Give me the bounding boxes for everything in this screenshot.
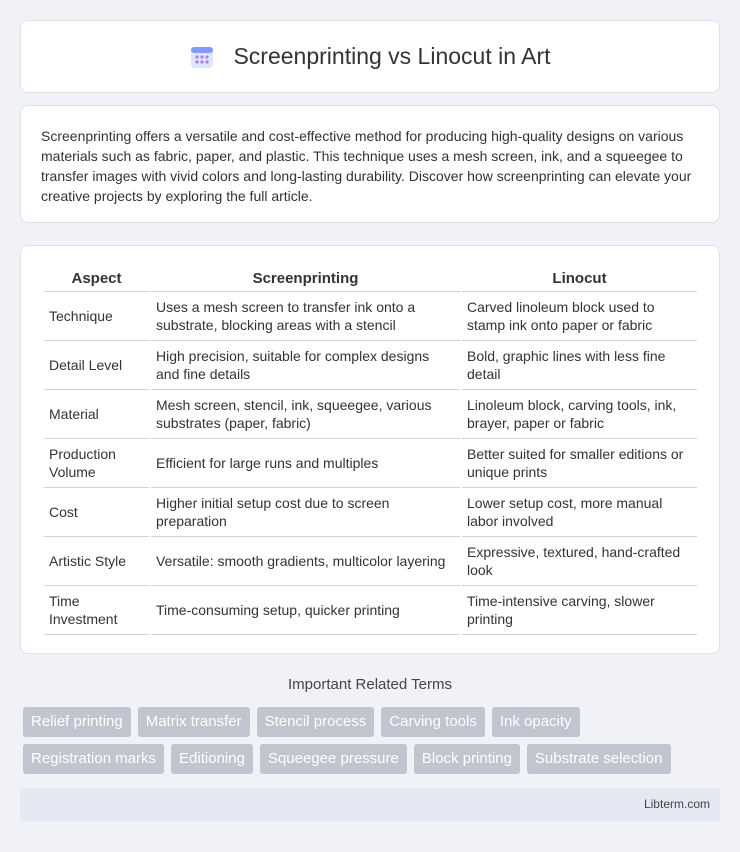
row-linocut: Better suited for smaller editions or unique prints — [462, 439, 697, 488]
tag-stencil-process[interactable]: Stencil process — [257, 707, 375, 737]
intro-card — [20, 105, 720, 223]
table-row — [44, 586, 697, 635]
tag-carving-tools[interactable]: Carving tools — [381, 707, 485, 737]
row-screenprinting: Versatile: smooth gradients, multicolor layering — [151, 537, 460, 586]
row-linocut: Linoleum block, carving tools, ink, brayer, paper or fabric — [462, 390, 697, 439]
tag-ink-opacity[interactable]: Ink opacity — [492, 707, 580, 737]
row-aspect: Time Investment — [44, 586, 149, 635]
tag-registration-marks[interactable]: Registration marks — [23, 744, 164, 774]
table-row — [44, 390, 697, 439]
row-linocut: Time-intensive carving, slower printing — [462, 586, 697, 635]
row-screenprinting: Time-consuming setup, quicker printing — [151, 586, 460, 635]
row-aspect: Production Volume — [44, 439, 149, 488]
tag-squeegee-pressure[interactable]: Squeegee pressure — [260, 744, 407, 774]
table-row — [44, 341, 697, 390]
row-screenprinting: Higher initial setup cost due to screen preparation — [151, 488, 460, 537]
row-aspect: Cost — [44, 488, 149, 537]
header-aspect: Aspect — [44, 266, 149, 292]
row-screenprinting: Uses a mesh screen to transfer ink onto a substrate, blocking areas with a stencil — [151, 292, 460, 341]
tag-editioning[interactable]: Editioning — [171, 744, 253, 774]
header-screenprinting: Screenprinting — [151, 266, 460, 292]
related-terms-title: Important Related Terms — [288, 676, 452, 693]
table-row — [44, 537, 697, 586]
table-header-row — [44, 266, 697, 292]
row-aspect: Technique — [44, 292, 149, 341]
tag-matrix-transfer[interactable]: Matrix transfer — [138, 707, 250, 737]
comparison-table — [42, 266, 699, 635]
related-terms-list — [23, 707, 723, 774]
title-card — [20, 20, 720, 93]
row-aspect: Artistic Style — [44, 537, 149, 586]
tag-relief-printing[interactable]: Relief printing — [23, 707, 131, 737]
intro-text: Screenprinting offers a versatile and cost-effective method for producing high-quality designs on various materials such as fabric, paper, and plastic. This technique uses a mesh screen, ink, and a squeegee to transfer images with vivid colors and long-lasting durability. Discover how screenprinting can elevate your creative projects by exploring the full article. — [41, 128, 692, 204]
row-screenprinting: Mesh screen, stencil, ink, squeegee, various substrates (paper, fabric) — [151, 390, 460, 439]
row-linocut: Carved linoleum block used to stamp ink onto paper or fabric — [462, 292, 697, 341]
row-aspect: Detail Level — [44, 341, 149, 390]
footer-site-link[interactable]: Libterm.com — [643, 797, 710, 811]
header-linocut: Linocut — [462, 266, 697, 292]
table-row — [44, 488, 697, 537]
row-screenprinting: Efficient for large runs and multiples — [151, 439, 460, 488]
row-linocut: Bold, graphic lines with less fine detail — [462, 341, 697, 390]
row-linocut: Expressive, textured, hand-crafted look — [462, 537, 697, 586]
table-row — [44, 439, 697, 488]
table-row — [44, 292, 697, 341]
row-aspect: Material — [44, 390, 149, 439]
tag-block-printing[interactable]: Block printing — [414, 744, 520, 774]
tag-substrate-selection[interactable]: Substrate selection — [527, 744, 671, 774]
calendar-grid-icon — [189, 44, 215, 70]
page-title: Screenprinting vs Linocut in Art — [233, 43, 551, 69]
comparison-table-card — [20, 245, 720, 654]
row-linocut: Lower setup cost, more manual labor involved — [462, 488, 697, 537]
row-screenprinting: High precision, suitable for complex designs and fine details — [151, 341, 460, 390]
footer — [20, 788, 720, 821]
